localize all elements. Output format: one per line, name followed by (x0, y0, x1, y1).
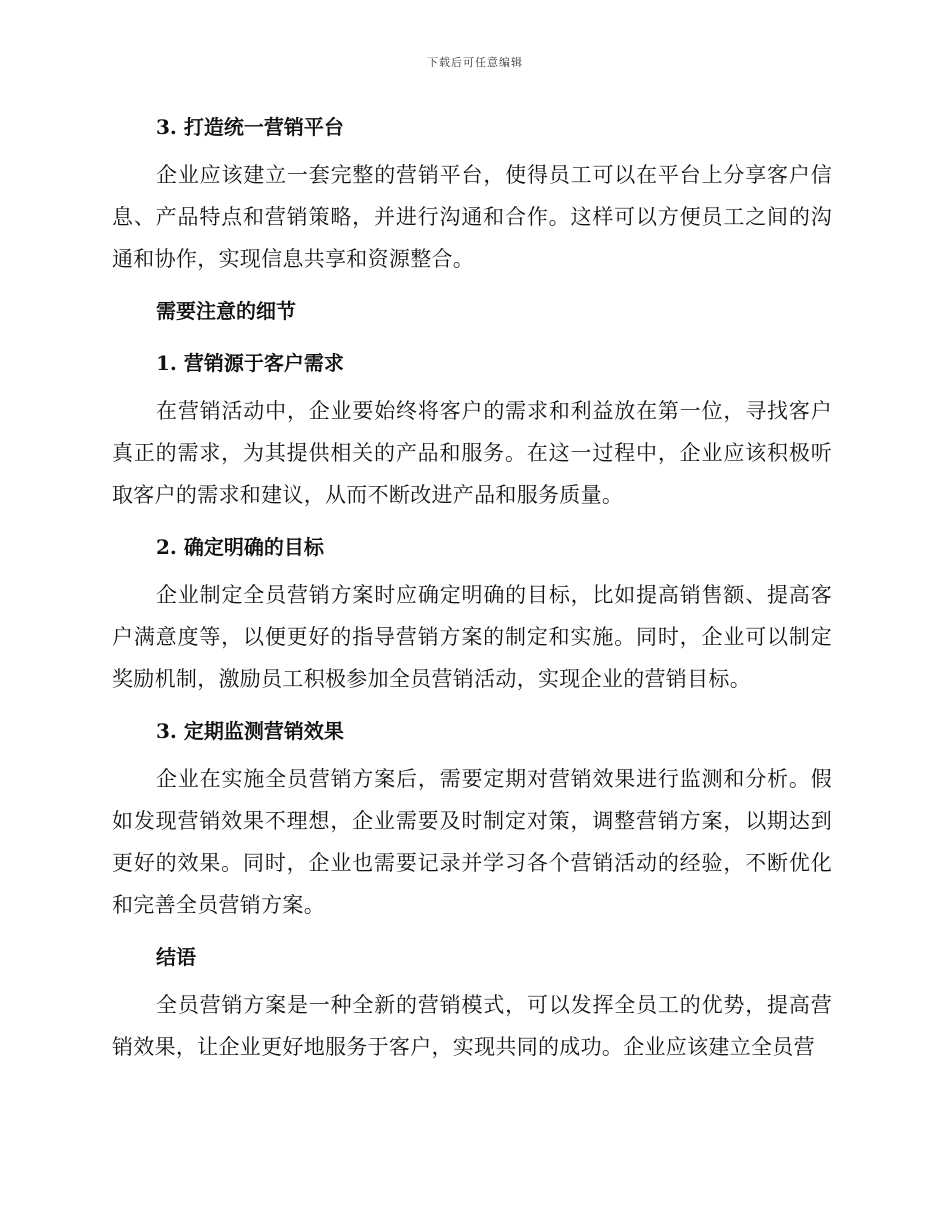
section-heading: 3. 打造统一营销平台 (156, 115, 344, 139)
section-heading: 2. 确定明确的目标 (156, 535, 324, 559)
section-heading: 结语 (156, 945, 196, 969)
page-header: 下载后可任意编辑 (427, 56, 523, 69)
section-heading: 1. 营销源于客户需求 (156, 351, 344, 375)
section-heading: 需要注意的细节 (156, 299, 296, 323)
section-paragraph: 在营销活动中，企业要始终将客户的需求和利益放在第一位，寻找客户真正的需求，为其提供相关的产品和服务。在这一过程中，企业应该积极听取客户的需求和建议，从而不断改进产品和服务质量。 (112, 399, 832, 507)
section-paragraph: 企业制定全员营销方案时应确定明确的目标，比如提高销售额、提高客户满意度等，以便更好的指导营销方案的制定和实施。同时，企业可以制定奖励机制，激励员工积极参加全员营销活动，实现企业的营销目标。 (112, 583, 832, 691)
section-paragraph: 企业应该建立一套完整的营销平台，使得员工可以在平台上分享客户信息、产品特点和营销策略，并进行沟通和合作。这样可以方便员工之间的沟通和协作，实现信息共享和资源整合。 (112, 163, 832, 271)
section-paragraph: 企业在实施全员营销方案后，需要定期对营销效果进行监测和分析。假如发现营销效果不理想，企业需要及时制定对策，调整营销方案，以期达到更好的效果。同时，企业也需要记录并学习各个营销活动的经验，不断优化和完善全员营销方案。 (112, 767, 832, 917)
section-heading: 3. 定期监测营销效果 (156, 719, 344, 743)
section-paragraph: 全员营销方案是一种全新的营销模式，可以发挥全员工的优势，提高营销效果，让企业更好地服务于客户，实现共同的成功。企业应该建立全员营 (112, 993, 832, 1059)
document-body (112, 110, 832, 1082)
